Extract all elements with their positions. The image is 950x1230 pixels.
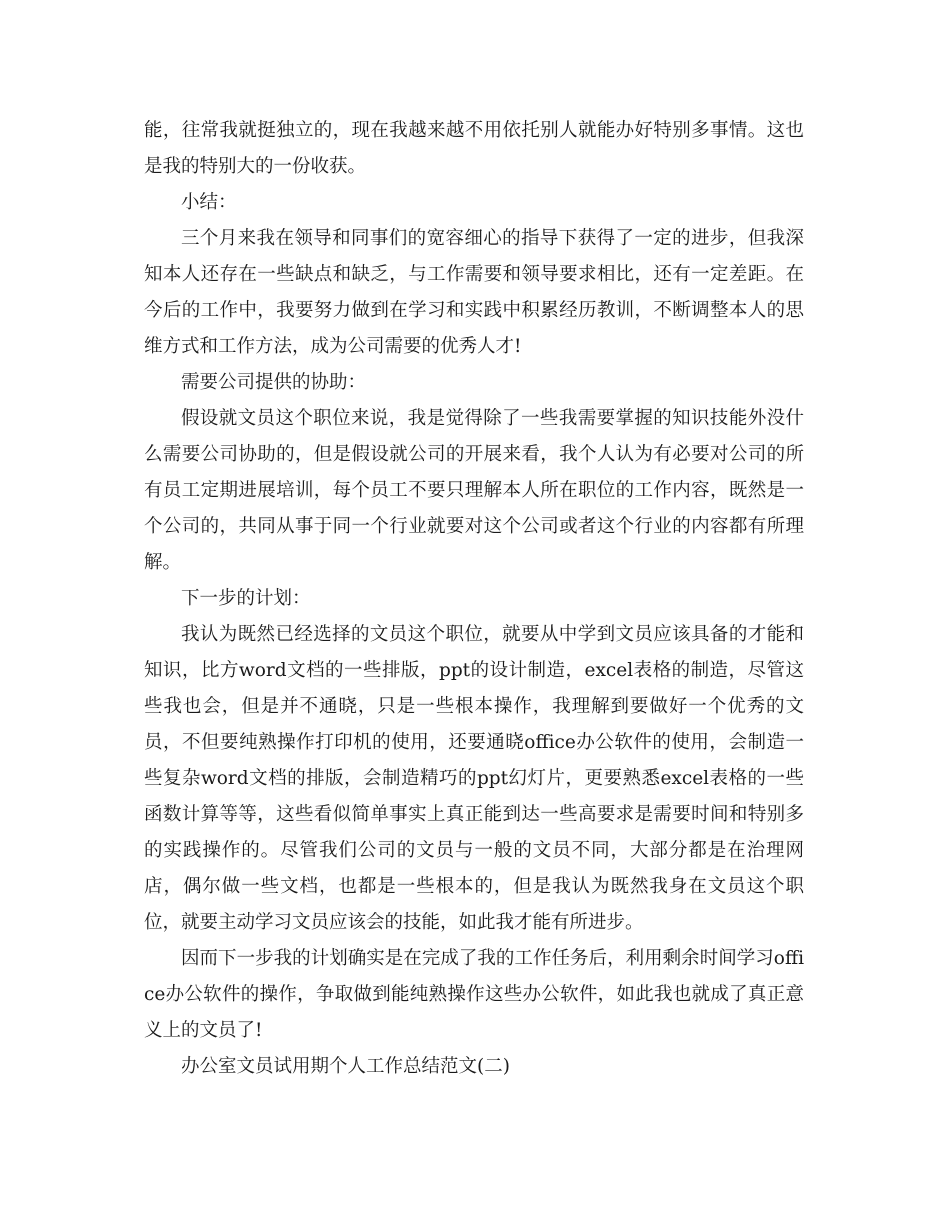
paragraph-continuation: 能，往常我就挺独立的，现在我越来越不用依托别人就能办好特别多事情。这也是我的特别大的一份收获。 (144, 120, 804, 177)
paragraph-next-plan: 我认为既然已经选择的文员这个职位，就要从中学到文员应该具备的才能和知识，比方word文档的一些排版，ppt的设计制造，excel表格的制造，尽管这些我也会，但是并不通晓，只是一些根本操作，我理解到要做好一个优秀的文员，不但要纯熟操作打印机的使用，还要通晓office办公软件的使用，会制造一些复杂word文档的排版，会制造精巧的ppt幻灯片，更要熟悉excel表格的一些函数计算等等，这些看似简单事实上真正能到达一些高要求是需要时间和特别多的实践操作的。尽管我们公司的文员与一般的文员不同，大部分都是在治理网店，偶尔做一些文档，也都是一些根本的，但是我认为既然我身在文员这个职位，就要主动学习文员应该会的技能，如此我才能有所进步。 (144, 624, 804, 933)
paragraph-plan-conclusion: 因而下一步我的计划确实是在完成了我的工作任务后，利用剩余时间学习office办公软件的操作，争取做到能纯熟操作这些办公软件，如此我也就成了真正意义上的文员了! (144, 948, 804, 1041)
heading-sample-two: 办公室文员试用期个人工作总结范文(二) (181, 1056, 510, 1077)
document-body (144, 113, 804, 1085)
heading-company-assistance: 需要公司提供的协助： (181, 372, 367, 393)
paragraph-company-assistance: 假设就文员这个职位来说，我是觉得除了一些我需要掌握的知识技能外没什么需要公司协助的，但是假设就公司的开展来看，我个人认为有必要对公司的所有员工定期进展培训，每个员工不要只理解本人所在职位的工作内容，既然是一个公司的，共同从事于同一个行业就要对这个公司或者这个行业的内容都有所理解。 (144, 408, 804, 573)
heading-summary: 小结： (181, 192, 237, 213)
paragraph-summary: 三个月来我在领导和同事们的宽容细心的指导下获得了一定的进步，但我深知本人还存在一些缺点和缺乏，与工作需要和领导要求相比，还有一定差距。在今后的工作中，我要努力做到在学习和实践中积累经历教训，不断调整本人的思维方式和工作方法，成为公司需要的优秀人才! (144, 228, 804, 357)
heading-next-plan: 下一步的计划： (181, 588, 311, 609)
